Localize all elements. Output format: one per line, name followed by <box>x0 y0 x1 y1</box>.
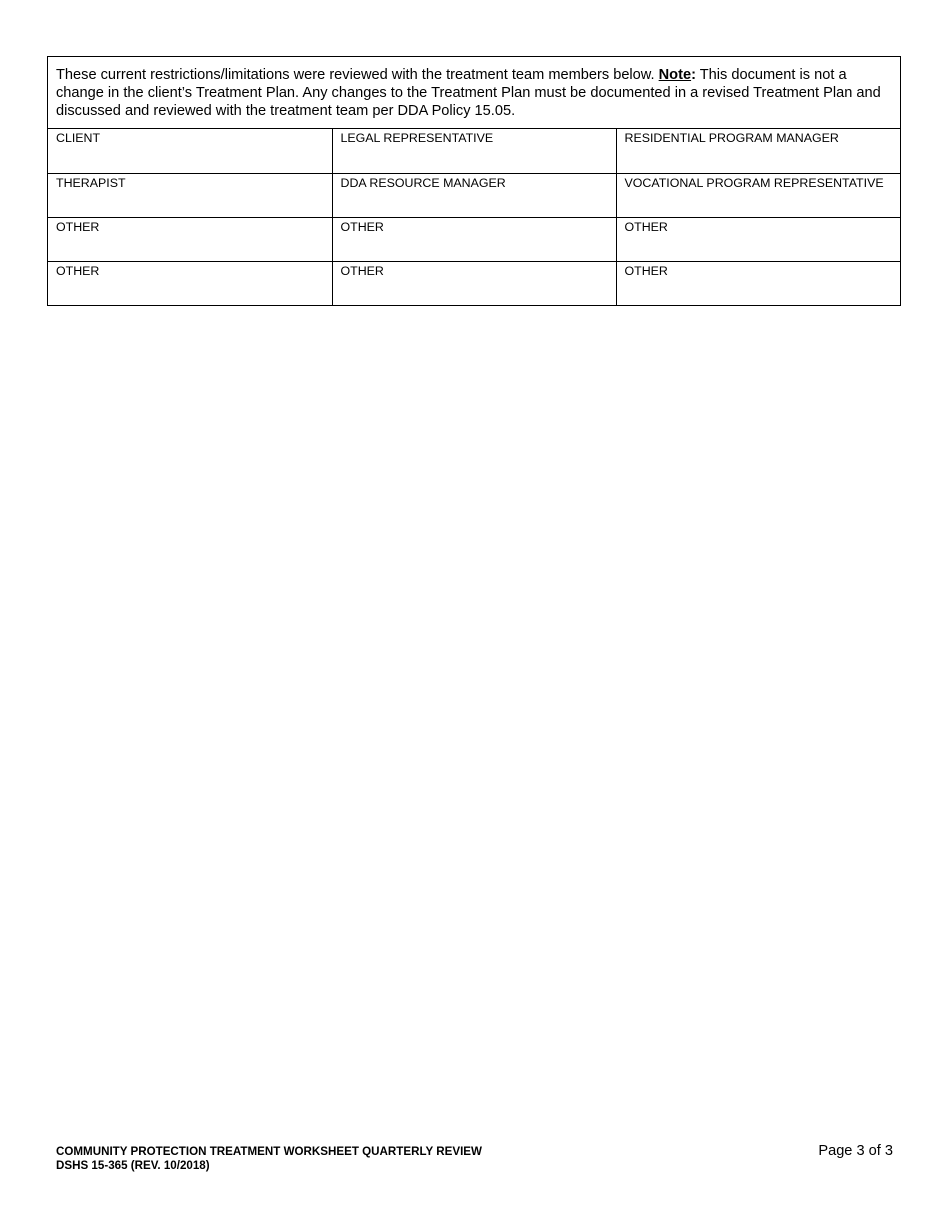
note-colon: : <box>691 67 696 83</box>
form-title: COMMUNITY PROTECTION TREATMENT WORKSHEET QUARTERLY REVIEW <box>56 1145 482 1158</box>
page-number: Page 3 of 3 <box>818 1143 893 1159</box>
signature-field-other[interactable]: OTHER <box>48 217 332 261</box>
table-row <box>48 261 900 305</box>
signature-field-residential-program-manager[interactable]: RESIDENTIAL PROGRAM MANAGER <box>616 129 900 173</box>
signature-field-other[interactable]: OTHER <box>624 263 668 278</box>
signature-table <box>48 129 900 305</box>
signature-field-client[interactable]: CLIENT <box>48 129 332 173</box>
review-form <box>47 56 901 306</box>
table-row <box>48 129 900 173</box>
table-row <box>48 217 900 261</box>
intro-statement <box>48 57 900 129</box>
table-row <box>48 173 900 217</box>
signature-field-legal-representative[interactable]: LEGAL REPRESENTATIVE <box>332 129 616 173</box>
note-label: Note <box>658 67 692 83</box>
signature-field-other[interactable]: OTHER <box>332 261 616 305</box>
signature-field-other[interactable]: OTHER <box>332 217 616 261</box>
signature-field-other[interactable]: OTHER <box>48 261 332 305</box>
intro-text-part2: This document is not a change in the client’s Treatment Plan. Any changes to the Treatment Plan must be documented in a revised Treatment Plan and discussed and reviewed with the treatment team per DDA Policy 15.05. <box>56 67 881 119</box>
form-footer <box>56 1145 482 1173</box>
signature-field-therapist[interactable]: THERAPIST <box>48 173 332 217</box>
intro-text-part1: These current restrictions/limitations were reviewed with the treatment team members below. <box>56 67 659 83</box>
signature-field-dda-resource-manager[interactable]: DDA RESOURCE MANAGER <box>332 173 616 217</box>
signature-field-other[interactable]: OTHER <box>616 217 900 261</box>
form-number: DSHS 15-365 (REV. 10/2018) <box>56 1159 210 1172</box>
signature-field-vocational-program-representative[interactable]: VOCATIONAL PROGRAM REPRESENTATIVE <box>616 173 900 217</box>
